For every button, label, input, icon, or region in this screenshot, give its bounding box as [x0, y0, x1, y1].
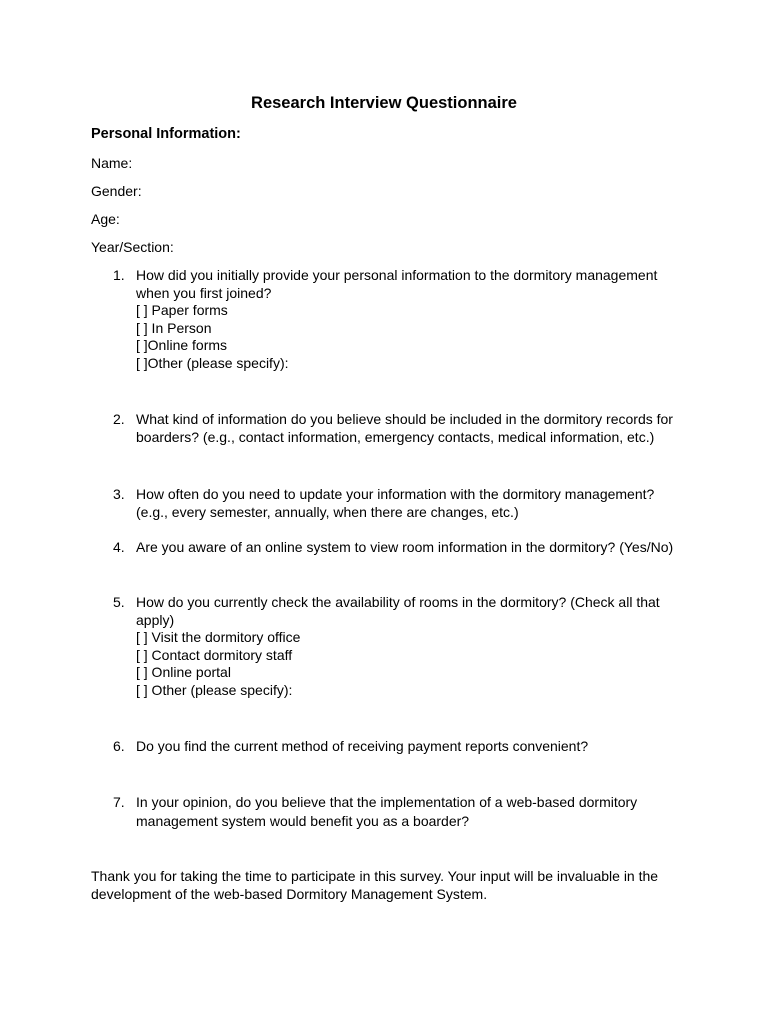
question-number: 2.	[113, 411, 125, 427]
option-online-portal: [ ] Online portal	[136, 664, 231, 681]
question-number: 4.	[113, 539, 125, 555]
option-online-forms: [ ]Online forms	[136, 337, 228, 354]
question-number: 6.	[113, 738, 125, 754]
field-name-label: Name:	[91, 155, 133, 171]
option-paper-forms: [ ] Paper forms	[136, 302, 228, 319]
question-text-line: Do you find the current method of receiving payment reports convenient?	[136, 738, 589, 754]
question-text-line: management system would benefit you as a boarder?	[136, 812, 470, 829]
option-other: [ ] Other (please specify):	[136, 681, 293, 698]
closing-paragraph	[91, 868, 691, 903]
closing-text-line: development of the web-based Dormitory Management System.	[91, 885, 488, 902]
question-number: 7.	[113, 794, 125, 810]
closing-text-line: Thank you for taking the time to participate in this survey. Your input will be invaluable in the	[91, 868, 659, 884]
option-other: [ ]Other (please specify):	[136, 354, 289, 371]
question-text-line: Are you aware of an online system to view room information in the dormitory? (Yes/No)	[136, 539, 674, 555]
field-gender-label: Gender:	[91, 183, 142, 199]
option-visit-office: [ ] Visit the dormitory office	[136, 629, 301, 646]
document-title: Research Interview Questionnaire	[251, 94, 517, 112]
question-text-line: when you first joined?	[136, 284, 272, 301]
section-heading-personal-information: Personal Information:	[91, 126, 241, 142]
question-text-line: boarders? (e.g., contact information, emergency contacts, medical information, etc.)	[136, 428, 655, 445]
question-text-line: How often do you need to update your information with the dormitory management?	[136, 486, 655, 502]
question-number: 1.	[113, 267, 125, 283]
question-text-line: How did you initially provide your personal information to the dormitory management	[136, 267, 658, 283]
question-number: 3.	[113, 486, 125, 502]
field-age-label: Age:	[91, 211, 120, 227]
question-text-line: apply)	[136, 611, 175, 628]
question-text-line: What kind of information do you believe should be included in the dormitory records for	[136, 411, 673, 427]
question-number: 5.	[113, 594, 125, 610]
option-in-person: [ ] In Person	[136, 319, 212, 336]
question-text-line: How do you currently check the availability of rooms in the dormitory? (Check all that	[136, 594, 660, 610]
field-year-section-label: Year/Section:	[91, 239, 174, 255]
question-text-line: (e.g., every semester, annually, when there are changes, etc.)	[136, 503, 519, 520]
question-text-line: In your opinion, do you believe that the implementation of a web-based dormitory	[136, 794, 638, 810]
option-contact-staff: [ ] Contact dormitory staff	[136, 646, 293, 663]
